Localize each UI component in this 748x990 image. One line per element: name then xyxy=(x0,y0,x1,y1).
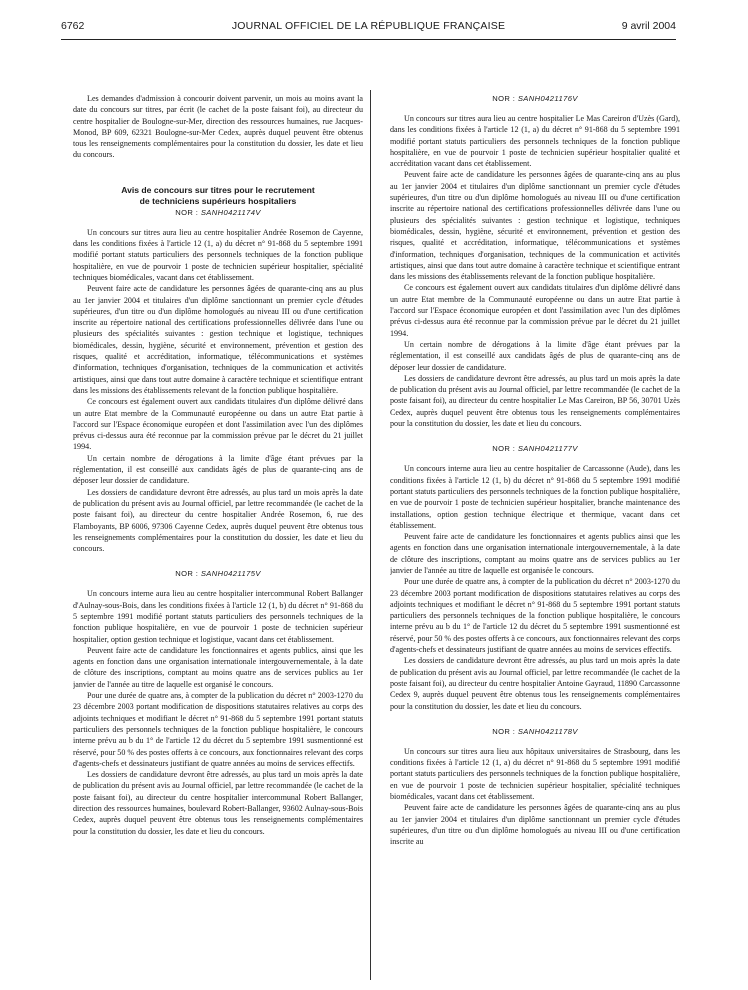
notice-paragraph: Ce concours est également ouvert aux candidats titulaires d'un diplôme délivré dans un autre Etat membre de la Communauté européenne ou dans un autre Etat partie à l'accord sur l'Espace économique européen et dont l'assimilation avec l'un des diplômes prévus ci-dessus aura été reconnue par la commission prévue par le décret du 21 juillet 1994. xyxy=(390,283,680,338)
nor-code: SANH0421177V xyxy=(517,444,578,454)
page-number: 6762 xyxy=(61,20,85,32)
intro-paragraph: Les demandes d'admission à concourir doivent parvenir, un mois au moins avant la date du concours sur titres, par écrit (le cachet de la poste faisant foi), au directeur du centre hospitalier de Boulogne-sur-Mer, direction des ressources humaines, rue Jacques-Monod, BP 609, 62321 Boulogne-sur-Mer Cedex, auprès duquel peuvent être obtenus tous les renseignements complémentaires pour la constitution du dossier, les date et lieu du concours. xyxy=(73,94,363,160)
notice-paragraph: Pour une durée de quatre ans, à compter de la publication du décret n° 2003-1270 du 23 décembre 2003 portant modification de dispositions statutaires relatives au corps des adjoints techniques et modifiant le décret n° 91-868 du 5 septembre 1991 portant statuts particuliers des personnels techniques de la fonction publique hospitalière, le concours interne prévu au b du 1° de l'article 12 du décret du 5 septembre 1991 susmentionné est réservé, pour 50 % des postes offerts à ce concours, aux fonctionnaires relevant des corps d'agents-chefs et dessinateurs justifiant de quatre années au moins de services effectifs. xyxy=(390,577,680,655)
notice-paragraph: Les dossiers de candidature devront être adressés, au plus tard un mois après la date de publication du présent avis au Journal officiel, par lettre recommandée (le cachet de la poste faisant foi), au directeur du centre hospitalier Antoine Gayraud, 11890 Carcassonne Cedex 9, auprès duquel peuvent être obtenus tous les renseignements complémentaires pour la constitution du dossier, les date et lieu du concours. xyxy=(390,656,680,711)
notice-paragraph: Un certain nombre de dérogations à la limite d'âge étant prévues par la réglementation, il est conseillé aux candidats âgés de plus de quarante-cinq ans de déposer leur dossier de candidature. xyxy=(390,339,680,372)
notice-paragraph: Un concours sur titres aura lieu aux hôpitaux universitaires de Strasbourg, dans les conditions fixées à l'article 12 (1, a) du décret n° 91-868 du 5 septembre 1991 modifié portant statuts particuliers des personnels techniques de la fonction publique hospitalière, en vue de pourvoir 1 poste de technicien supérieur hospitalier, spécialité techniques biomédicales, vacant dans cet établissement. xyxy=(390,746,680,802)
notice-title-line-1: Avis de concours sur titres pour le recrutement xyxy=(121,184,315,195)
column-divider xyxy=(370,90,371,980)
notice-paragraph: Peuvent faire acte de candidature les personnes âgées de quarante-cinq ans au plus au 1er janvier 2004 et titulaires d'un diplôme sanctionnant un premier cycle d'études supérieures, d'un titre ou d'un diplôme homologués au niveau III ou d'une certification inscrite au répertoire national des certifications professionnelles délivrée dans l'une ou plusieurs des spécialités suivantes : gestion technique et logistique, techniques biomédicales, dessin, hygiène, sécurité et environnement, prévention et gestion des risques, qualité et accréditation, informatique, télécommunications et systèmes d'information, techniques d'organisation, techniques de la communication et activités artistiques, ainsi que dans tout autre domaine à caractère technique et scientifique entrant dans les missions des établissements relevant de la fonction publique hospitalière. xyxy=(390,170,680,282)
nor-code: SANH0421174V xyxy=(200,207,261,217)
right-column xyxy=(390,93,680,985)
notice-paragraph: Peuvent faire acte de candidature les personnes âgées de quarante-cinq ans au plus au 1er janvier 2004 et titulaires d'un diplôme sanctionnant un premier cycle d'études supérieures, d'un titre ou d'un diplôme homologués au niveau III ou d'une certification inscrite au répertoire national des certifications professionnelles délivrée dans l'une ou plusieurs des spécialités suivantes : gestion technique et logistique, techniques biomédicales, dessin, hygiène, sécurité et environnement, prévention et gestion des risques, qualité et accréditation, informatique, télécommunications et systèmes d'information, techniques d'organisation, techniques de la communication et activités artistiques, ainsi que dans tout autre domaine à caractère technique et scientifique entrant dans les missions des établissements relevant de la fonction publique hospitalière. xyxy=(73,284,363,395)
journal-title: JOURNAL OFFICIEL DE LA RÉPUBLIQUE FRANÇAISE xyxy=(231,20,506,32)
nor-reference xyxy=(73,568,363,579)
nor-code: SANH0421175V xyxy=(200,569,261,579)
nor-label: NOR : xyxy=(175,569,199,579)
notice-paragraph: Les dossiers de candidature devront être adressés, au plus tard un mois après la date de publication du présent avis au Journal officiel, par lettre recommandée (le cachet de la poste faisant foi), au directeur du centre hospitalier Le Mas Careiron, BP 56, 30701 Uzès Cedex, auprès duquel peuvent être obtenus tous les renseignements complémentaires pour la constitution du dossier, les date et lieu du concours. xyxy=(390,373,680,429)
nor-label: NOR : xyxy=(492,726,516,736)
nor-code: SANH0421178V xyxy=(517,726,578,736)
left-column xyxy=(73,93,363,985)
notice-paragraph: Ce concours est également ouvert aux candidats titulaires d'un diplôme délivré dans un autre Etat membre de la Communauté européenne ou dans un autre Etat partie à l'accord sur l'Espace économique européen et dont l'assimilation avec l'un des diplômes prévus ci-dessus aura été reconnue par la commission prévue par le décret du 21 juillet 1994. xyxy=(73,397,363,452)
running-header xyxy=(61,20,676,36)
notice-paragraph: Peuvent faire acte de candidature les fonctionnaires et agents publics ainsi que les agents en fonction dans une organisation internationale intergouvernementale, à la date de clôture des inscriptions, comptant au moins quatre ans de services publics au 1er janvier de l'année au titre de laquelle est organisée le concours. xyxy=(390,532,680,575)
header-rule xyxy=(61,39,676,40)
nor-label: NOR : xyxy=(492,444,516,454)
nor-reference xyxy=(73,207,363,218)
notice-paragraph: Peuvent faire acte de candidature les personnes âgées de quarante-cinq ans au plus au 1er janvier 2004 et titulaires d'un diplôme sanctionnant un premier cycle d'études supérieures, d'un titre ou d'un diplôme homologués au niveau III ou d'une certification inscrite au xyxy=(390,803,680,847)
notice-paragraph: Pour une durée de quatre ans, à compter de la publication du décret n° 2003-1270 du 23 décembre 2003 portant modification de dispositions statutaires relatives au corps des adjoints techniques et modifiant le décret n° 91-868 du 5 septembre 1991 portant statuts particuliers des personnels techniques de la fonction publique hospitalière, le concours interne prévu au b du 1° de l'article 12 du décret du 5 septembre 1991 susmentionné est réservé, pour 50 % des postes offerts à ce concours, aux fonctionnaires relevant des corps d'agents-chefs et dessinateurs justifiant de quatre années au moins de services effectifs. xyxy=(73,691,363,768)
nor-reference xyxy=(390,93,680,104)
notice-paragraph: Peuvent faire acte de candidature les fonctionnaires et agents publics, ainsi que les agents en fonction dans une organisation internationale intergouvernementale, à la date de clôture des inscriptions, comptant au moins quatre ans de services publics au 1er janvier de l'année au titre de laquelle est organisé le concours. xyxy=(73,645,363,689)
notice-paragraph: Les dossiers de candidature devront être adressés, au plus tard un mois après la date de publication du présent avis au Journal officiel, par lettre recommandée (le cachet de la poste faisant foi), au directeur du centre hospitalier intercommunal Robert Ballanger, direction des ressources humaines, boulevard Robert-Ballanger, 93602 Aulnay-sous-Bois Cedex, auprès duquel peuvent être obtenus tous les renseignements complémentaires pour la constitution du dossier, les date et lieu du concours. xyxy=(73,770,363,836)
notice-paragraph: Un concours interne aura lieu au centre hospitalier de Carcassonne (Aude), dans les conditions fixées à l'article 12 (1, b) du décret n° 91-868 du 5 septembre 1991 modifié portant statuts particuliers des personnels techniques de la fonction publique hospitalière, en vue de pourvoir 1 poste de technicien supérieur hospitalier, branche maintenance des installations, option gestion technique électrique et thermique, vacant dans cet établissement. xyxy=(390,464,680,530)
notice-paragraph: Un certain nombre de dérogations à la limite d'âge étant prévues par la réglementation, il est conseillé aux candidats âgés de plus de quarante-cinq ans de déposer leur dossier de candidature. xyxy=(73,453,363,486)
issue-date: 9 avril 2004 xyxy=(621,20,676,32)
notice-paragraph: Les dossiers de candidature devront être adressés, au plus tard un mois après la date de publication du présent avis au Journal officiel, par lettre recommandée (le cachet de la poste faisant foi), au directeur du centre hospitalier Andrée Rosemon, 6, rue des Flamboyants, BP 6006, 97306 Cayenne Cedex, auprès duquel peuvent être obtenus tous les renseignements complémentaires pour la constitution du dossier, les date et lieu du concours. xyxy=(73,487,363,554)
notice-title-line-2: de techniciens supérieurs hospitaliers xyxy=(139,195,297,206)
nor-reference xyxy=(390,726,680,737)
notice-paragraph: Un concours sur titres aura lieu au centre hospitalier Le Mas Careiron d'Uzès (Gard), dans les conditions fixées à l'article 12 (1, a) du décret n° 91-868 du 5 septembre 1991 modifié portant statuts particuliers des personnels techniques de la fonction publique hospitalière, en vue de pourvoir 1 poste de technicien supérieur hospitalier qualité et accréditation vacant dans cet établissement. xyxy=(390,114,680,169)
nor-label: NOR : xyxy=(492,94,516,103)
nor-reference xyxy=(390,443,680,454)
notice-paragraph: Un concours sur titres aura lieu au centre hospitalier Andrée Rosemon de Cayenne, dans les conditions fixées à l'article 12 (1, a) du décret n° 91-868 du 5 septembre 1991 modifié portant statuts particuliers des personnels techniques de la fonction publique hospitalière, en vue de pourvoir 1 poste de technicien supérieur hospitalier, spécialité techniques biomédicales, vacant dans cet établissement. xyxy=(73,227,363,282)
notice-paragraph: Un concours interne aura lieu au centre hospitalier intercommunal Robert Ballanger d'Aulnay-sous-Bois, dans les conditions fixées à l'article 12 (1, b) du décret n° 91-868 du 5 septembre 1991 modifié portant statuts particuliers des personnels techniques de la fonction publique hospitalière, en vue de pourvoir 1 poste de technicien supérieur hospitalier, option gestion technique et logistique, vacant dans cet établissement. xyxy=(73,589,363,644)
nor-label: NOR : xyxy=(175,207,199,217)
nor-code: SANH0421176V xyxy=(517,94,578,103)
